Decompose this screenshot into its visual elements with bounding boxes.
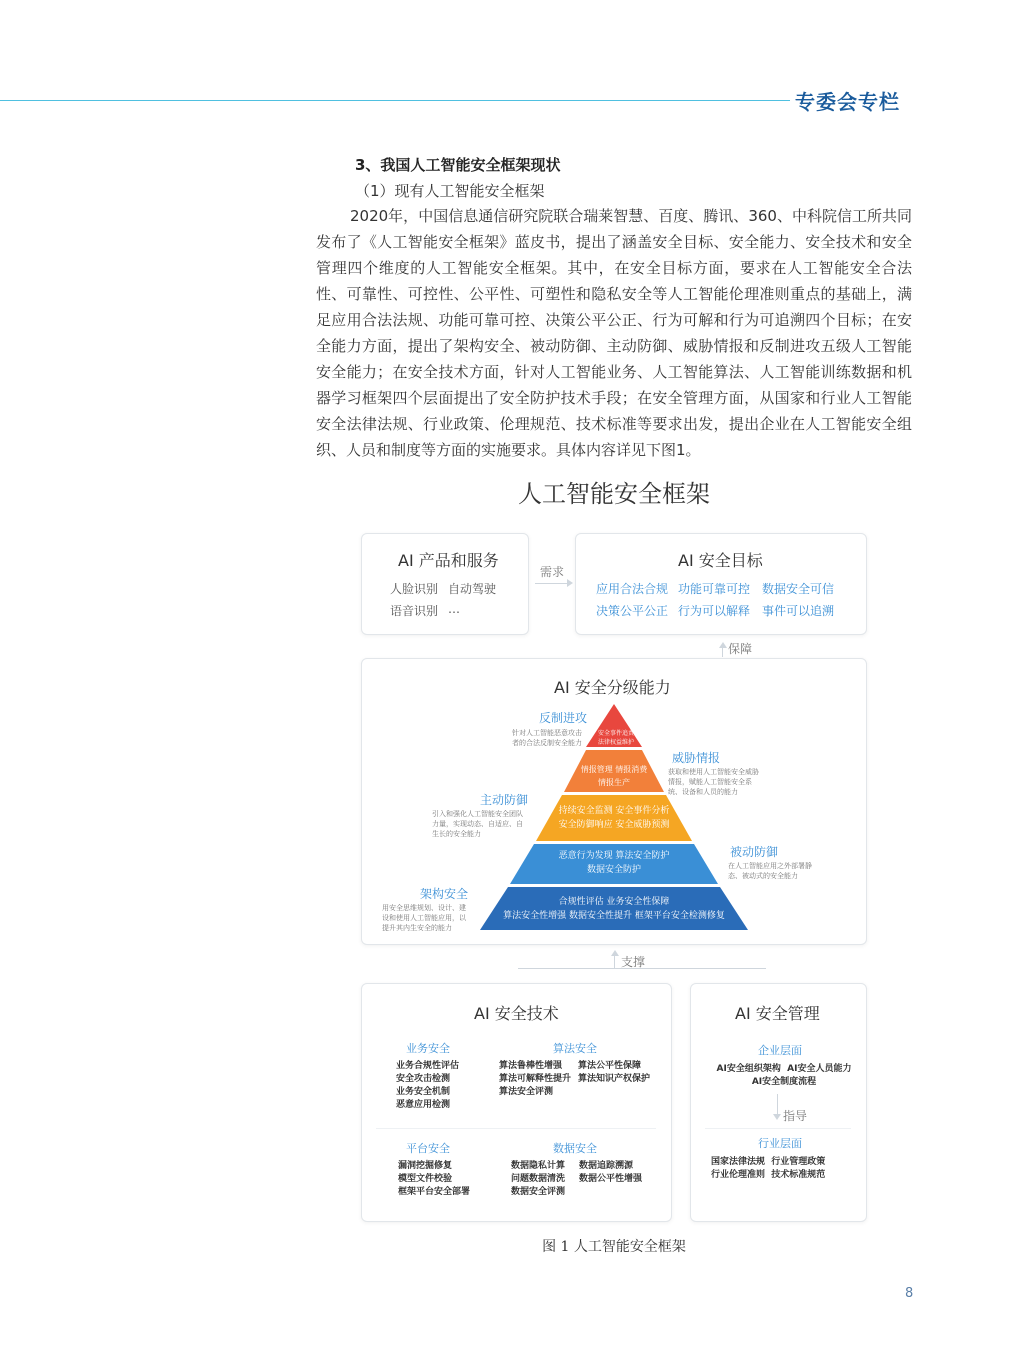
- demand-label: 需求: [540, 565, 565, 579]
- page-number: 8: [905, 1286, 914, 1301]
- product-item: 自动驾驶: [448, 582, 497, 596]
- header-rule: [0, 100, 790, 101]
- figure-caption: 图 1 人工智能安全框架: [542, 1239, 686, 1255]
- level-label-passive-defense: 被动防御: [730, 845, 779, 859]
- guarantee-arrow: [722, 647, 723, 657]
- tech-group-business-items: 业务合规性评估 安全攻击检测 业务安全机制 恶意应用检测: [396, 1061, 460, 1110]
- tech-group-algorithm: 算法安全: [553, 1042, 597, 1055]
- active-defense-content: 持续安全监测 安全事件分析 安全防御响应 安全威胁预测: [558, 806, 670, 830]
- products-box: [361, 533, 529, 635]
- level-desc-active-defense: 引入和强化人工智能安全团队力量，实现动态、自适应、自生长的安全能力: [432, 810, 523, 838]
- tech-title: AI 安全技术: [474, 1004, 559, 1023]
- capability-box: [361, 658, 867, 945]
- goal-item: 行为可以解释: [678, 604, 751, 618]
- guide-arrow: [777, 1094, 778, 1116]
- demand-arrow: [535, 583, 569, 584]
- support-arrow: [614, 955, 615, 969]
- capability-title: AI 安全分级能力: [554, 678, 671, 697]
- support-label: 支撑: [621, 955, 646, 969]
- arrow-down-icon: [773, 1114, 781, 1120]
- mgmt-industry: 行业层面: [758, 1137, 802, 1150]
- section-title: 3、我国人工智能安全框架现状: [355, 156, 561, 174]
- column-title: 专委会专栏: [795, 90, 900, 114]
- passive-defense-content: 恶意行为发现 算法安全防护 数据安全防护: [558, 851, 670, 875]
- level-label-counterattack: 反制进攻: [539, 711, 588, 725]
- level-label-threat-intel: 威胁情报: [672, 751, 721, 765]
- threat-intel-content: 情报管理 情报消费 情报生产: [580, 765, 648, 787]
- guarantee-label: 保障: [728, 642, 753, 656]
- guide-label: 指导: [783, 1109, 808, 1123]
- mgmt-enterprise: 企业层面: [758, 1044, 802, 1057]
- counterattack-content: 安全事件追责 法律权益维护: [597, 730, 634, 746]
- tech-group-algorithm-items-2: 算法公平性保障 算法知识产权保护: [578, 1061, 651, 1084]
- tech-group-business: 业务安全: [406, 1042, 450, 1055]
- mgmt-box: [690, 983, 867, 1222]
- tech-group-data-items: 数据隐私计算 问题数据清洗 数据安全评测: [511, 1161, 566, 1197]
- mgmt-title: AI 安全管理: [735, 1004, 820, 1023]
- tech-box: [361, 983, 672, 1222]
- goals-box: [575, 533, 867, 635]
- mgmt-industry-items: 国家法律法规 行业管理政策 行业伦理准则 技术标准规范: [711, 1157, 826, 1180]
- level-desc-architecture: 用安全思维规划、设计、建设和使用人工智能应用，以提升其内生安全的能力: [382, 904, 466, 932]
- level-desc-passive-defense: 在人工智能应用之外部署静态、被动式的安全能力: [728, 862, 812, 880]
- product-item: …: [448, 602, 460, 616]
- tech-group-platform: 平台安全: [406, 1142, 450, 1155]
- body-paragraph: 2020年，中国信息通信研究院联合瑞莱智慧、百度、腾讯、360、中科院信工所共同发布了《人工智能安全框架》蓝皮书，提出了涵盖安全目标、安全能力、安全技术和安全管理四个维度的人工智能安全框架。其中，在安全目标方面，要求在人工智能安全合法性、可靠性、可控性、公平性、可塑性和隐私安全等人工智能伦理准则重点的基础上，满足应用合法法规、功能可靠可控、决策公平公正、行为可解和行为可追溯四个目标；在安全能力方面，提出了架构安全、被动防御、主动防御、威胁情报和反制进攻五级人工智能安全能力；在安全技术方面，针对人工智能业务、人工智能算法、人工智能训练数据和机器学习框架四个层面提出了安全防护技术手段；在安全管理方面，从国家和行业人工智能安全法律法规、行业政策、伦理规范、技术标准等要求出发，提出企业在人工智能安全组织、人员和制度等方面的实施要求。具体内容详见下图1。: [316, 207, 912, 459]
- goal-item: 数据安全可信: [762, 582, 835, 596]
- tech-group-data: 数据安全: [553, 1142, 597, 1155]
- arrow-up-icon: [719, 642, 727, 648]
- section-subtitle: （1）现有人工智能安全框架: [355, 182, 545, 200]
- level-desc-threat-intel: 获取和使用人工智能安全威胁情报，赋能人工智能安全系统、设备和人员的能力: [668, 768, 759, 796]
- level-label-active-defense: 主动防御: [480, 793, 529, 807]
- goal-item: 应用合法合规: [596, 582, 669, 596]
- level-label-architecture: 架构安全: [420, 887, 469, 901]
- figure-title: 人工智能安全框架: [518, 480, 710, 508]
- arrow-head-icon: [567, 579, 573, 587]
- tech-group-data-items-2: 数据追踪溯源 数据公平性增强: [579, 1161, 643, 1184]
- level-desc-counterattack: 针对人工智能恶意攻击者的合法反制安全能力: [512, 729, 582, 747]
- products-title: AI 产品和服务: [398, 551, 499, 570]
- tech-group-platform-items: 漏洞挖掘修复 模型文件校验 框架平台安全部署: [398, 1161, 471, 1197]
- product-item: 语音识别: [390, 604, 439, 618]
- tech-divider: [376, 1128, 656, 1129]
- goal-item: 事件可以追溯: [762, 604, 835, 618]
- arrow-up-icon: [611, 950, 619, 956]
- architecture-content: 合规性评估 业务安全性保障 算法安全性增强 数据安全性提升 框架平台安全检测修复: [503, 897, 725, 921]
- goals-title: AI 安全目标: [678, 551, 763, 570]
- goal-item: 功能可靠可控: [678, 582, 751, 596]
- mgmt-enterprise-items: AI安全组织架构 AI安全人员能力 AI安全制度流程: [716, 1064, 852, 1087]
- goal-item: 决策公平公正: [596, 604, 669, 618]
- mgmt-divider: [705, 1128, 851, 1129]
- product-item: 人脸识别: [390, 582, 439, 596]
- tech-group-algorithm-items: 算法鲁棒性增强 算法可解释性提升 算法安全评测: [499, 1061, 572, 1097]
